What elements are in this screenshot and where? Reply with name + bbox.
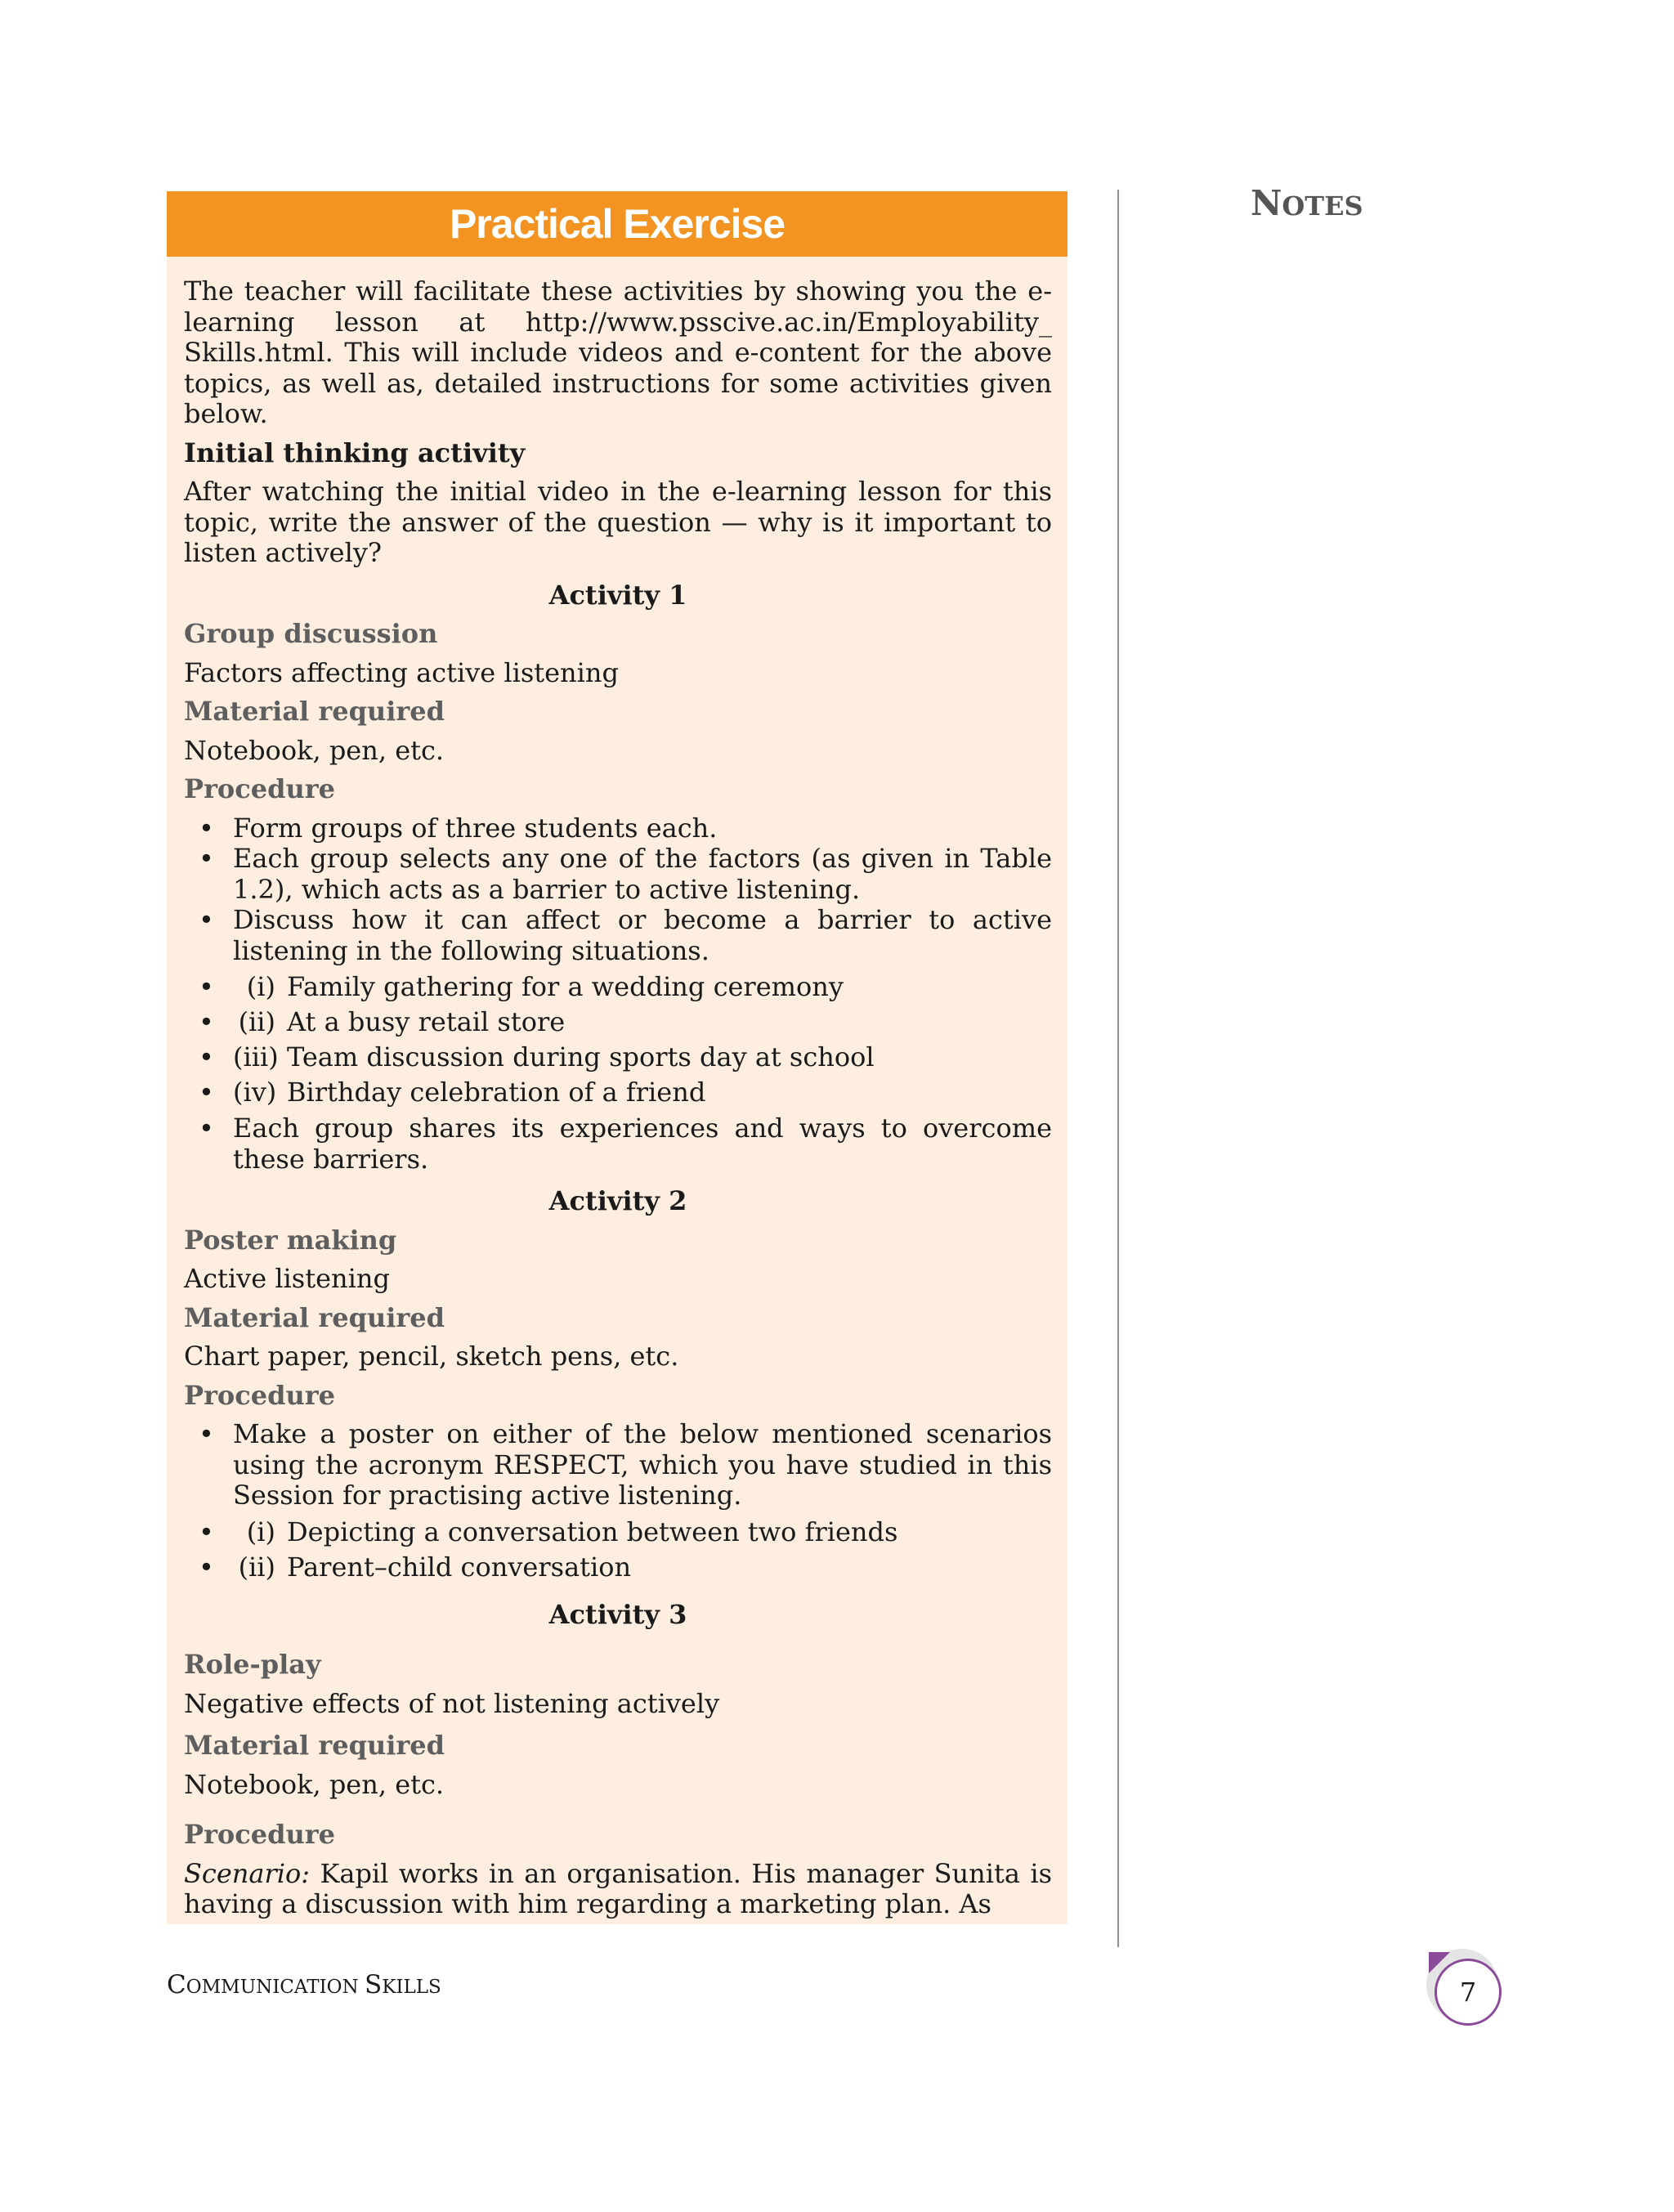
activity-2-type-heading: Poster making — [184, 1224, 397, 1256]
activity-1-procedure-list — [184, 813, 1052, 1175]
initial-activity-heading: Initial thinking activity — [184, 437, 526, 468]
notes-initial: N — [1251, 183, 1282, 223]
item-text: Birthday celebration of a friend — [287, 1077, 706, 1108]
item-number: • (iii) — [233, 1041, 279, 1072]
item-text: Depicting a conversation between two friends — [287, 1516, 898, 1547]
activity-3-material-text: Notebook, pen, etc. — [184, 1768, 445, 1800]
intro-paragraph: The teacher will facilitate these activities by showing you the e-learning lesson at http://www.psscive.ac.in/Employability_ Skills.html. This will include videos and e-content for the above topics, as well as, detailed instructions for some activities given below. — [184, 275, 1052, 429]
list-item — [233, 1419, 1052, 1585]
item-text: At a busy retail store — [287, 1006, 566, 1037]
page-number-badge — [1426, 1949, 1508, 2031]
list-item: • Each group selects any one of the factors (as given in Table 1.2), which acts as a barrier to active listening. — [233, 844, 1052, 905]
list-item — [233, 1550, 1052, 1585]
notes-heading — [1251, 183, 1363, 223]
activity-3-scenario — [184, 1859, 1052, 1920]
activity-2-material-heading: Material required — [184, 1301, 445, 1333]
list-item-text: Make a poster on either of the below mentioned scenarios using the acronym RESPECT, which you have studied in this Session for practising active listening. — [233, 1418, 1052, 1511]
activity-1-type-text: Factors affecting active listening — [184, 656, 619, 688]
activity-3-material-heading: Material required — [184, 1730, 445, 1761]
activity-1-procedure-heading: Procedure — [184, 773, 335, 804]
item-text: Parent–child conversation — [287, 1551, 632, 1583]
practical-exercise-banner: Practical Exercise — [167, 191, 1068, 257]
list-item — [233, 905, 1052, 1110]
scenario-label: Scenario: — [184, 1857, 311, 1889]
footer-rest-s: KILLS — [382, 1977, 441, 1998]
practical-exercise-box — [167, 191, 1068, 1924]
exercise-content — [184, 276, 1052, 1920]
activity-1-material-text: Notebook, pen, etc. — [184, 734, 445, 766]
list-item-text: Discuss how it can affect or become a barrier to active listening in the following situations. — [233, 904, 1052, 966]
scenario-text: Kapil works in an organisation. His manager Sunita is having a discussion with him regarding a marketing plan. As — [184, 1857, 1052, 1919]
list-item: • Form groups of three students each. — [233, 813, 1052, 844]
item-text: Team discussion during sports day at school — [287, 1041, 875, 1072]
activity-3-type-heading: Role-play — [184, 1649, 321, 1680]
activity-2-procedure-list — [184, 1419, 1052, 1585]
activity-3-procedure-heading: Procedure — [184, 1819, 335, 1850]
activity-1-material-heading: Material required — [184, 696, 445, 727]
item-number: • (i) — [246, 1516, 275, 1547]
item-number: • (i) — [246, 971, 275, 1002]
notes-rest: OTES — [1282, 190, 1363, 222]
activity-2-type-text: Active listening — [184, 1263, 390, 1294]
activity-3-title: Activity 3 — [548, 1598, 687, 1630]
list-item — [233, 1515, 1052, 1550]
footer-rest-c: OMMUNICATION — [186, 1977, 365, 1998]
footer-running-title — [167, 1970, 441, 1999]
activity-3-type-text: Negative effects of not listening actively — [184, 1687, 720, 1719]
activity-1-title: Activity 1 — [548, 579, 687, 611]
list-item — [233, 1040, 1052, 1075]
footer-initial-c: C — [167, 1970, 186, 1999]
item-number: • (ii) — [238, 1551, 275, 1583]
footer-initial-s: S — [364, 1970, 383, 1999]
scenarios-list — [233, 1515, 1052, 1585]
activity-1-type-heading: Group discussion — [184, 618, 438, 649]
list-item — [233, 1005, 1052, 1040]
margin-divider — [1117, 190, 1119, 1947]
page-number: 7 — [1435, 1959, 1502, 2026]
situations-list — [233, 969, 1052, 1110]
item-number: • (iv) — [233, 1077, 277, 1108]
item-number: • (ii) — [238, 1006, 275, 1037]
list-item: • Each group shares its experiences and ways to overcome these barriers. — [233, 1113, 1052, 1175]
activity-2-title: Activity 2 — [548, 1185, 687, 1216]
item-text: Family gathering for a wedding ceremony — [287, 971, 844, 1002]
activity-2-material-text: Chart paper, pencil, sketch pens, etc. — [184, 1341, 679, 1372]
list-item — [233, 1075, 1052, 1110]
activity-2-procedure-heading: Procedure — [184, 1379, 335, 1411]
list-item — [233, 969, 1052, 1005]
initial-activity-text: After watching the initial video in the e-learning lesson for this topic, write the answer of the question — why is it important to listen actively? — [184, 476, 1052, 568]
